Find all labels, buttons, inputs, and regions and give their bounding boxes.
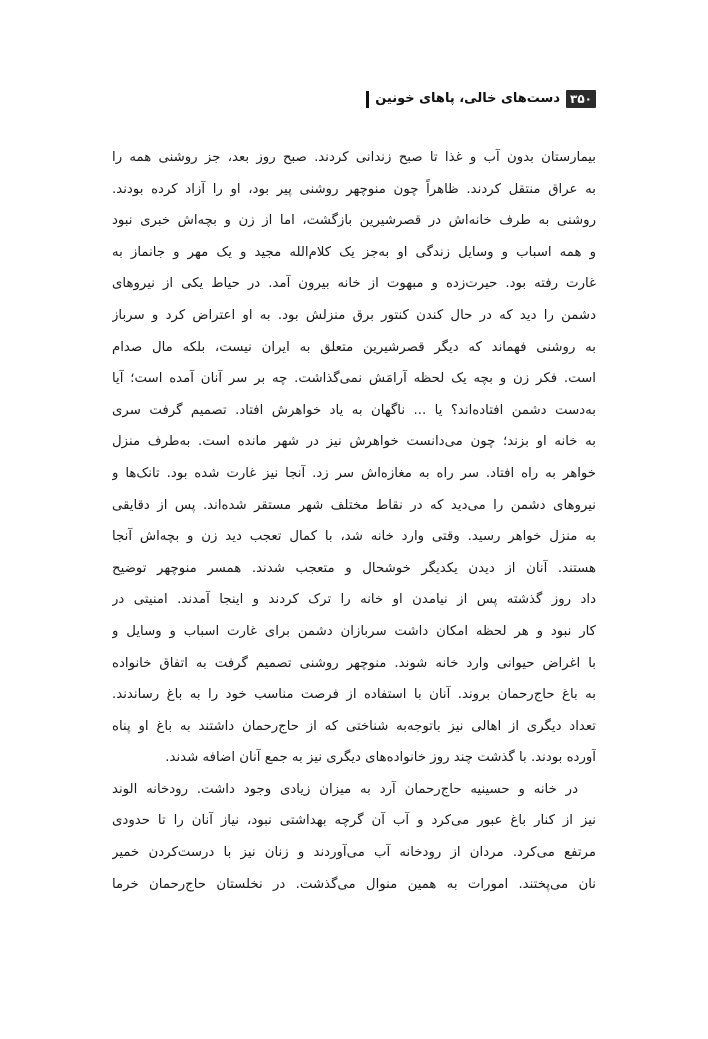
text-line: بیمارستان بدون آب و غذا تا صبح زندانی کردند. صبح روز بعد، جز روشنی همه را xyxy=(112,150,596,165)
text-line: غارت رفته بود. حیرت‌زده و مبهوت از خانه بیرون آمد. در حیاط یکی از نیروهای xyxy=(112,276,596,292)
text-line: به روشنی فهماند که دیگر قصرشیرین متعلق به ایران نیست، بلکه مال صدام xyxy=(112,339,596,355)
body-text xyxy=(112,142,596,900)
text-line: دشمن را دید که در حال کندن کنتور برق منزلش بود. به او اعتراض کرد و سرباز xyxy=(112,307,596,323)
text-line: به‌دست دشمن افتاده‌اند؟ یا ... ناگهان به یاد خواهرش افتاد. تصمیم گرفت سری xyxy=(112,402,596,418)
text-line: خواهر به راه افتاد. سر راه به مغازه‌اش سر زد. آنجا نیز غارت شده بود. تانک‌ها و xyxy=(112,465,596,481)
text-line: تعداد دیگری از اهالی نیز باتوجه‌به شناختی که از حاج‌رحمان داشتند به باغ او پناه xyxy=(112,718,596,734)
text-line: در خانه و حسینیه حاج‌رحمان آرد به میزان زیادی وجود داشت. رودخانه الوند xyxy=(112,781,578,797)
text-line: به خانه او بزند؛ چون می‌دانست خواهرش نیز در شهر مانده است. به‌طرف منزل xyxy=(112,434,596,450)
text-line: کار نبود و هر لحظه امکان داشت سربازان دشمن برای غارت اسباب و وسایل و xyxy=(112,623,596,639)
text-line: به منزل خواهر رسید. وقتی وارد خانه شد، با کمال تعجب دید زن و بچه‌اش آنجا xyxy=(112,529,596,545)
page-number: ۳۵۰ xyxy=(566,90,596,108)
paragraph xyxy=(112,142,596,774)
text-line: نیز از کنار باغ عبور می‌کرد و آب آن گرچه بهداشتی نبود، نیاز آنان را تا حدودی xyxy=(112,813,596,829)
text-line: مرتفع می‌کرد. مردان از رودخانه آب می‌آوردند و زنان نیز با درست‌کردن خمیر xyxy=(112,845,596,861)
header-divider xyxy=(366,91,369,108)
text-line: نان می‌پختند. امورات به همین منوال می‌گذشت. در نخلستان حاج‌رحمان خرما xyxy=(112,876,596,892)
running-header xyxy=(366,88,596,110)
text-line: و همه اسباب و وسایل زندگی او به‌جز یک کلام‌الله مجید و یک مهر و جانماز به xyxy=(112,244,596,260)
text-line: با اغراض حیوانی وارد خانه شوند. منوچهر روشنی تصمیم گرفت به اتفاق خانواده xyxy=(112,655,596,671)
text-line: به باغ حاج‌رحمان بروند. آنان با استفاده از فرصت مناسب خود را به باغ رساندند. xyxy=(112,687,596,703)
text-line: نیروهای دشمن را می‌دید که در نقاط مختلف شهر مستقر شده‌اند. پس از دقایقی xyxy=(112,497,596,513)
text-line: هستند. آنان از دیدن یکدیگر خوشحال و متعجب شدند. همسر منوچهر توضیح xyxy=(112,560,596,576)
text-line: است. فکر زن و بچه یک لحظه آرامَش نمی‌گذاشت. چه بر سر آنان آمده است؛ آیا xyxy=(112,371,596,387)
text-line: آورده بودند. با گذشت چند روز خانواده‌های دیگری نیز به جمع آنان اضافه شدند. xyxy=(165,750,596,766)
book-title: دست‌های خالی، پاهای خونین xyxy=(375,91,561,106)
paragraph xyxy=(112,774,596,900)
text-line: داد روز گذشته پس از نیامدن او خانه را ترک کردند و اینجا آمدند. امنیتی در xyxy=(112,592,596,608)
text-line: روشنی به طرف خانه‌اش در قصرشیرین بازگشت، اما از زن و بچه‌اش خبری نبود xyxy=(112,213,596,229)
text-line: به عراق منتقل کردند. ظاهراً چون منوچهر روشنی پیر بود، او را آزاد کرده بودند. xyxy=(112,181,596,197)
